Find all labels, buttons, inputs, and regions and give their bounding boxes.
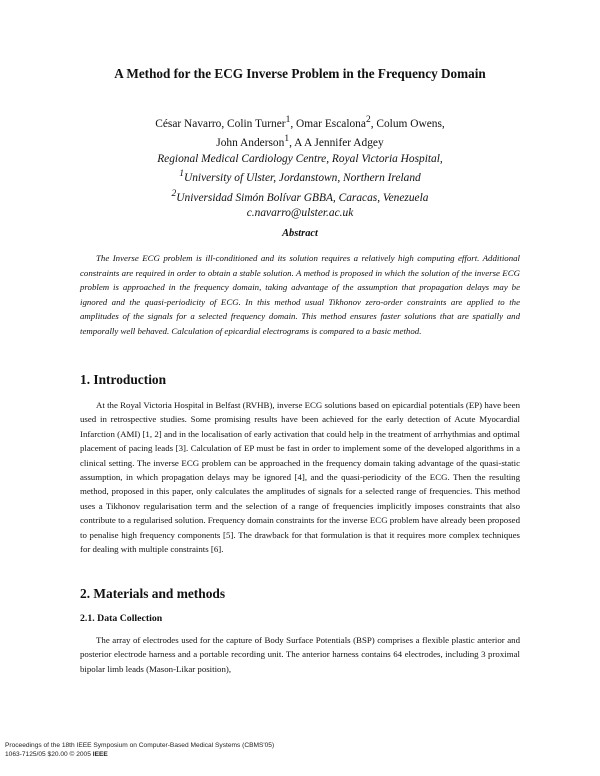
abstract-heading: Abstract [282, 228, 318, 239]
affiliation-text: Universidad Simón Bolívar GBBA, Caracas, Venezuela [176, 191, 429, 204]
subsection-heading-data-collection: 2.1. Data Collection [80, 613, 163, 624]
introduction-body: At the Royal Victoria Hospital in Belfast (RVHB), inverse ECG solutions based on epicardial potentials (EP) have been used in retrospective studies. Some promising results have been achieved for the early detection of Acute Myocardial Infarction (AMI) [1, 2] and in the localisation of early activation that could help in the treatment of arrhythmias and optimal placement of pacing leads [3]. Calculation of EP must be fast in order to implement some of the developed algorithms in a clinical setting. The inverse ECG problem can be approached in the frequency domain taking advantage of the quasi-static assumption, in which propagation delays may be ignored [4], and the quasi-periodicity of the ECG. Then the resulting method, proposed in this paper, only calculates the amplitudes of signals for a selected range of frequencies. This method uses a Tikhonov regularisation term and the selection of a range of frequencies implicitly imposes constraints that also contribute to a regularised solution. Frequency domain constraints for the inverse ECG problem have already been proposed to penalise high frequency components [5]. The drawback for that formulation is that it requires more complex techniques for dealing with multiple constraints [6]. [80, 400, 520, 555]
footer-proceedings: Proceedings of the 18th IEEE Symposium on Computer-Based Medical Systems (CBMS'05) [5, 742, 275, 749]
author-text: , Colum Owens, [370, 117, 445, 130]
affiliation-1: Regional Medical Cardiology Centre, Royal Victoria Hospital, [157, 152, 443, 165]
abstract-body: The Inverse ECG problem is ill-conditioned and its solution requires a relatively high computing effort. Additional constraints are required in order to obtain a stable solution. A method is proposed in which the solution of the inverse ECG problem is approached in the frequency domain, taking advantage of the assumption that propagation delays may be ignored and the quasi-periodicity of ECG. In this method usual Tikhonov zero-order constraints are applied to the amplitudes of the signals for a selected frequency domain. This method ensures faster solutions that are spatially and temporally well behaved. Calculation of epicardial electrograms is compared to a basic method. [80, 253, 520, 336]
affiliation-text: University of Ulster, Jordanstown, Northern Ireland [183, 172, 421, 185]
paper-title: A Method for the ECG Inverse Problem in the Frequency Domain [114, 66, 486, 81]
section-heading-introduction: 1. Introduction [80, 372, 167, 387]
author-text: , Omar Escalona [290, 117, 366, 130]
affiliation-mark: 2 [171, 188, 177, 199]
page-footer [5, 741, 274, 759]
author-text: John Anderson [216, 137, 285, 150]
data-collection-body: The array of electrodes used for the capture of Body Surface Potentials (BSP) comprises a flexible plastic anterior and posterior electrode harness and a portable recording unit. The anterior harness contains 64 electrodes, including 3 proximal bipolar limb leads (Mason-Likar position), [80, 635, 520, 674]
footer-publisher: IEEE [92, 751, 108, 758]
author-text: César Navarro, Colin Turner [155, 117, 286, 130]
footer-copyright [5, 750, 274, 759]
affiliation-mark: 2 [365, 115, 371, 125]
footer-copyright-text: 1063-7125/05 $20.00 © 2005 [5, 751, 91, 758]
affiliation-mark: 1 [285, 115, 291, 125]
section-heading-methods: 2. Materials and methods [80, 586, 226, 601]
affiliation-mark: 1 [284, 134, 290, 145]
affiliation-2 [60, 167, 540, 186]
affiliation-mark: 1 [179, 169, 184, 180]
author-email: c.navarro@ulster.ac.uk [246, 207, 354, 220]
affiliation-3 [60, 187, 540, 206]
author-block [60, 113, 540, 222]
author-text: , A A Jennifer Adgey [289, 137, 384, 150]
author-line-2 [60, 132, 540, 151]
author-line-1 [60, 113, 540, 132]
